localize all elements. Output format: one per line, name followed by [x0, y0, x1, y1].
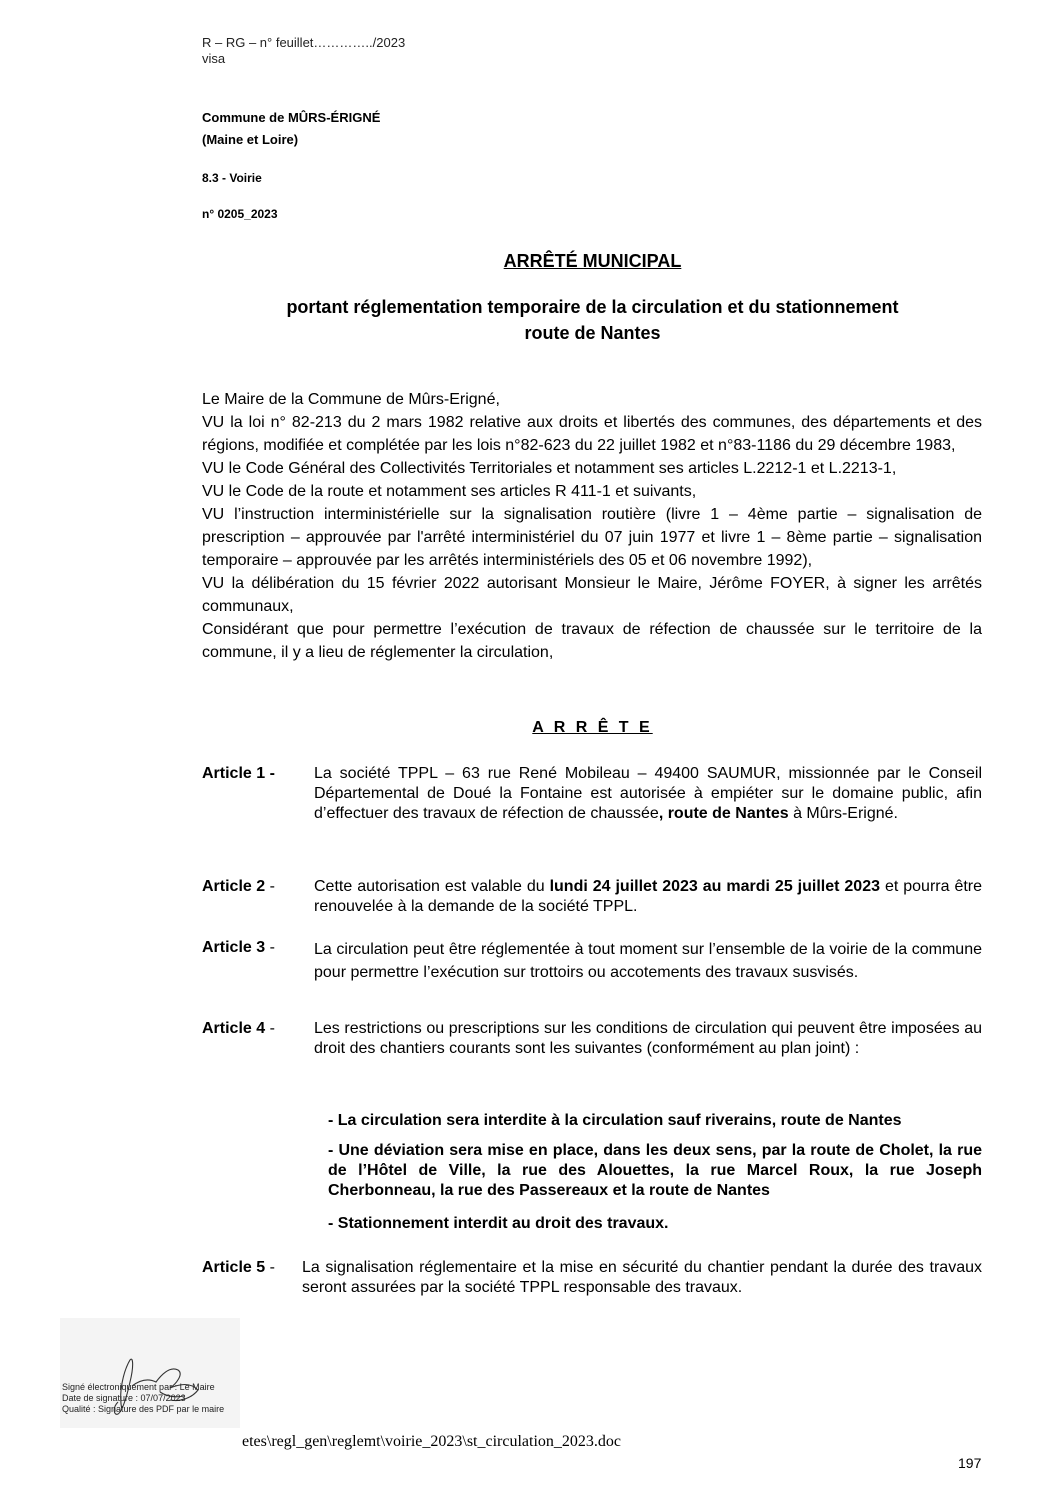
preamble-line: Le Maire de la Commune de Mûrs-Erigné,: [202, 391, 500, 408]
measure-item: - Une déviation sera mise en place, dans les deux sens, par la route de Cholet, la rue de l’Hôtel de Ville, la rue des Alouettes, la rue Marcel Roux, la rue Joseph Cherbonneau, la rue des Passereaux et la route de Nantes: [328, 1142, 982, 1199]
visa-label: visa: [202, 51, 226, 66]
preamble-line: VU le Code Général des Collectivités Territoriales et notamment ses articles L.2212-1 et L.2213-1,: [202, 460, 897, 477]
footer-file-path: etes\regl_gen\reglemt\voirie_2023\st_circulation_2023.doc: [242, 1433, 622, 1450]
preamble: [202, 388, 982, 664]
article-2-text: Cette autorisation est valable du lundi 24 juillet 2023 au mardi 25 juillet 2023 et pourra être renouvelée à la demande de la société TPPL.: [314, 878, 983, 915]
preamble-line: Considérant que pour permettre l’exécution de travaux de réfection de chaussée sur le territoire de la commune, il y a lieu de réglementer la circulation,: [202, 621, 982, 661]
preamble-line: VU la loi n° 82-213 du 2 mars 1982 relative aux droits et libertés des communes, des départements et des régions, modifiée et complétée par les lois n°82-623 du 22 juillet 1982 et n°83-1186 du 29 décembre 1983,: [202, 414, 982, 454]
commune-name: Commune de MÛRS-ÉRIGNÉ: [202, 110, 381, 125]
signature-signer: Signé électroniquement par : Le Maire: [62, 1382, 215, 1392]
signature-quality: Qualité : Signature des PDF par le maire: [62, 1404, 225, 1414]
article-1-label: Article 1 -: [202, 765, 275, 782]
article-3-label: Article 3 -: [202, 939, 275, 956]
article-4-text: Les restrictions ou prescriptions sur les conditions de circulation qui peuvent être imposées au droit des chantiers courants sont les suivantes (conformément au plan joint) :: [314, 1020, 982, 1057]
preamble-line: VU le Code de la route et notamment ses articles R 411-1 et suivants,: [202, 483, 697, 500]
category: 8.3 - Voirie: [202, 171, 262, 185]
signature-date: Date de signature : 07/07/2023: [62, 1393, 186, 1403]
reference-line: R – RG – n° feuillet…………../2023: [202, 35, 406, 50]
arrete-heading: A R R Ê T E: [532, 719, 653, 736]
article-3-text: La circulation peut être réglementée à tout moment sur l’ensemble de la voirie de la commune pour permettre l’exécution sur trottoirs ou accotements des travaux susvisés.: [314, 941, 982, 981]
article-5-label: Article 5 -: [202, 1259, 275, 1276]
subtitle-line-2: route de Nantes: [524, 323, 661, 343]
subtitle-line-1: portant réglementation temporaire de la circulation et du stationnement: [286, 297, 899, 317]
preamble-line: VU la délibération du 15 février 2022 autorisant Monsieur le Maire, Jérôme FOYER, à signer les arrêtés communaux,: [202, 575, 982, 615]
article-2-label: Article 2 -: [202, 878, 275, 895]
arrete-number: n° 0205_2023: [202, 207, 278, 221]
department: (Maine et Loire): [202, 132, 299, 147]
measure-item: - Stationnement interdit au droit des travaux.: [328, 1215, 669, 1232]
document-title: ARRÊTÉ MUNICIPAL: [503, 251, 682, 271]
preamble-line: VU l’instruction interministérielle sur la signalisation routière (livre 1 – 4ème partie – signalisation de prescription – approuvée par l'arrêté interministériel du 07 juin 1977 et livre 1 – 8ème partie – signalisation temporaire – approuvée par les arrêtés interministériels des 05 et 06 novembre 1992),: [202, 506, 982, 569]
signature-info: [62, 1382, 224, 1415]
article-4-label: Article 4 -: [202, 1020, 275, 1037]
article-5-text: La signalisation réglementaire et la mise en sécurité du chantier pendant la durée des travaux seront assurées par la société TPPL responsable des travaux.: [302, 1259, 982, 1296]
measure-item: - La circulation sera interdite à la circulation sauf riverains, route de Nantes: [328, 1112, 902, 1129]
page-number: 197: [958, 1455, 982, 1471]
article-1-text: La société TPPL – 63 rue René Mobileau – 49400 SAUMUR, missionnée par le Conseil Départemental de Doué la Fontaine est autorisée à empiéter sur le domaine public, afin d’effectuer des travaux de réfection de chaussée, route de Nantes à Mûrs-Erigné.: [314, 765, 982, 822]
